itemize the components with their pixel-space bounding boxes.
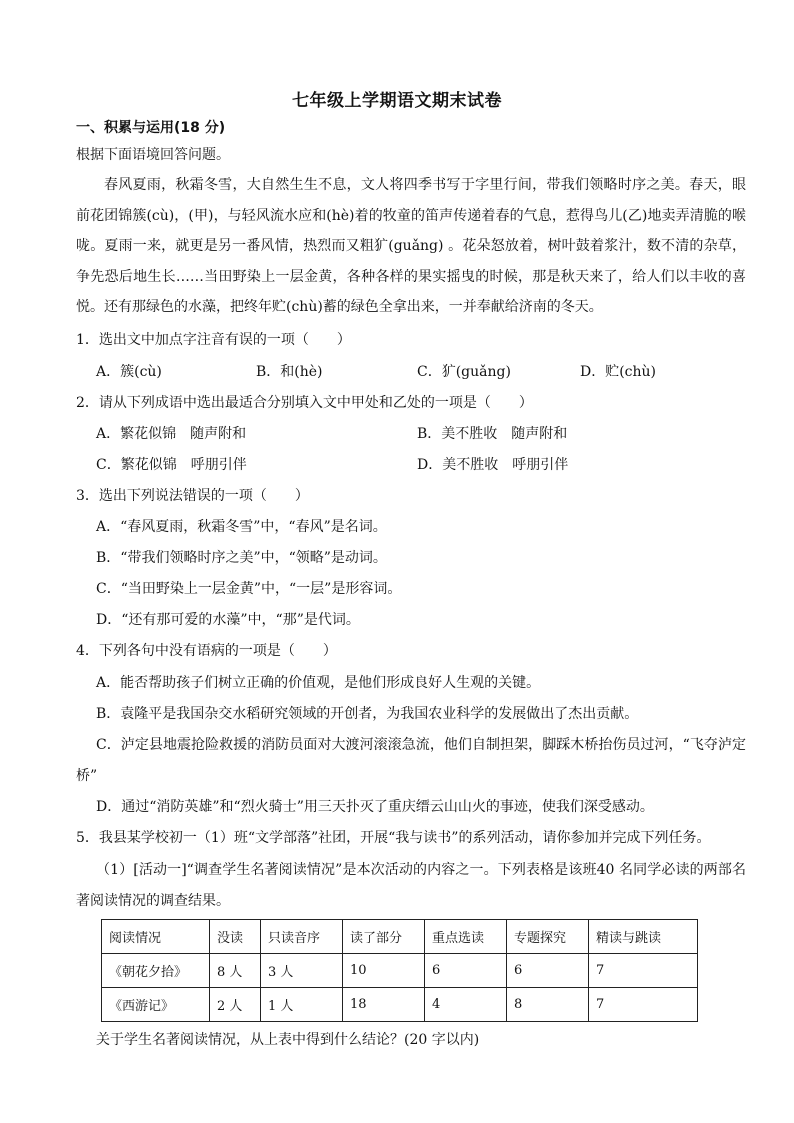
table-cell: 7 bbox=[589, 988, 698, 1022]
question-3-stem: 3．选出下列说法错误的一项（ ） bbox=[76, 488, 309, 504]
table-cell: 6 bbox=[507, 954, 589, 988]
table-cell: 《朝花夕拾》 bbox=[102, 954, 210, 988]
question-3-option-c[interactable]: C．“当田野染上一层金黄”中，“一层”是形容词。 bbox=[96, 581, 402, 597]
table-cell: 1 人 bbox=[261, 988, 343, 1022]
table-row bbox=[102, 954, 698, 988]
question-2-option-a[interactable]: A．繁花似锦 随声附和 bbox=[96, 426, 247, 442]
question-1-option-a[interactable]: A．簇(cù) bbox=[96, 364, 162, 380]
question-4-stem: 4．下列各句中没有语病的一项是（ ） bbox=[76, 643, 337, 659]
question-3-option-d[interactable]: D．“还有那可爱的水藻”中，“那”是代词。 bbox=[96, 612, 360, 628]
table-header-row bbox=[102, 920, 698, 954]
question-4-option-a[interactable]: A．能否帮助孩子们树立正确的价值观，是他们形成良好人生观的关键。 bbox=[96, 675, 541, 691]
table-header-cell: 没读 bbox=[210, 920, 261, 954]
table-cell: 10 bbox=[343, 954, 425, 988]
question-4-option-b[interactable]: B．袁隆平是我国杂交水稻研究领域的开创者，为我国农业科学的发展做出了杰出贡献。 bbox=[96, 706, 639, 722]
question-5-prompt: 关于学生名著阅读情况，从上表中得到什么结论？(20 字以内) bbox=[96, 1032, 480, 1048]
reading-survey-table bbox=[101, 919, 698, 1022]
table-header-cell: 阅读情况 bbox=[102, 920, 210, 954]
question-3-option-b[interactable]: B．“带我们领略时序之美”中，“领略”是动词。 bbox=[96, 550, 387, 566]
section-instruction: 根据下面语境回答问题。 bbox=[76, 147, 230, 163]
question-1-option-b[interactable]: B．和(hè) bbox=[256, 364, 323, 380]
section-heading: 一、积累与运用(18 分) bbox=[76, 120, 226, 136]
table-header-cell: 读了部分 bbox=[343, 920, 425, 954]
question-2-option-c[interactable]: C．繁花似锦 呼朋引伴 bbox=[96, 457, 247, 473]
question-2-option-b[interactable]: B．美不胜收 随声附和 bbox=[417, 426, 568, 442]
reading-passage: 春风夏雨，秋霜冬雪，大自然生生不息，文人将四季书写于字里行间，带我们领略时序之美。春天，眼前花团锦簇(cù)，(甲)，与轻风流水应和(hè)着的牧童的笛声传递着春的气息，惹得鸟儿(乙)地卖弄清脆的喉咙。夏雨一来，就更是另一番风情，热烈而又粗犷(guǎng) 。花朵怒放着，树叶鼓着浆汁，数不清的杂草，争先恐后地生长……当田野染上一层金黄，各种各样的果实摇曳的时候，那是秋天来了，给人们以丰收的喜悦。还有那绿色的水藻，把终年贮(chù)蓄的绿色全拿出来，一并奉献给济南的冬天。 bbox=[76, 177, 746, 316]
table-cell: 2 人 bbox=[210, 988, 261, 1022]
table-cell: 《西游记》 bbox=[102, 988, 210, 1022]
question-1-option-c[interactable]: C．犷(guǎng) bbox=[417, 364, 511, 380]
question-1-stem: 1．选出文中加点字注音有误的一项（ ） bbox=[76, 332, 351, 348]
table-cell: 3 人 bbox=[261, 954, 343, 988]
table-header-cell: 精读与跳读 bbox=[589, 920, 698, 954]
table-cell: 18 bbox=[343, 988, 425, 1022]
table-header-cell: 重点选读 bbox=[425, 920, 507, 954]
table-cell: 6 bbox=[425, 954, 507, 988]
table-cell: 8 人 bbox=[210, 954, 261, 988]
table-header-cell: 只读音序 bbox=[261, 920, 343, 954]
question-4-option-c[interactable]: C．泸定县地震抢险救援的消防员面对大渡河滚滚急流，他们自制担架，脚踩木桥抬伤员过河，“飞夺泸定桥” bbox=[76, 737, 746, 784]
table-row bbox=[102, 988, 698, 1022]
page-title: 七年级上学期语文期末试卷 bbox=[292, 91, 502, 111]
table-cell: 7 bbox=[589, 954, 698, 988]
table-cell: 8 bbox=[507, 988, 589, 1022]
question-2-stem: 2．请从下列成语中选出最适合分别填入文中甲处和乙处的一项是（ ） bbox=[76, 395, 533, 411]
question-5-stem: 5．我县某学校初一（1）班“文学部落”社团，开展“我与读书”的系列活动，请你参加并完成下列任务。 bbox=[76, 830, 711, 846]
question-4-option-d[interactable]: D．通过“消防英雄”和“烈火骑士”用三天扑灭了重庆缙云山山火的事迹，使我们深受感动。 bbox=[96, 799, 654, 815]
question-1-option-d[interactable]: D．贮(chù) bbox=[580, 364, 657, 380]
table-header-cell: 专题探究 bbox=[507, 920, 589, 954]
question-3-option-a[interactable]: A．“春风夏雨，秋霜冬雪”中，“春风”是名词。 bbox=[96, 519, 387, 535]
question-5-subquestion-1: （1）[活动一]“调查学生名著阅读情况”是本次活动的内容之一。下列表格是该班40 名同学必读的两部名著阅读情况的调查结果。 bbox=[76, 862, 746, 909]
table-cell: 4 bbox=[425, 988, 507, 1022]
question-2-option-d[interactable]: D．美不胜收 呼朋引伴 bbox=[417, 457, 569, 473]
